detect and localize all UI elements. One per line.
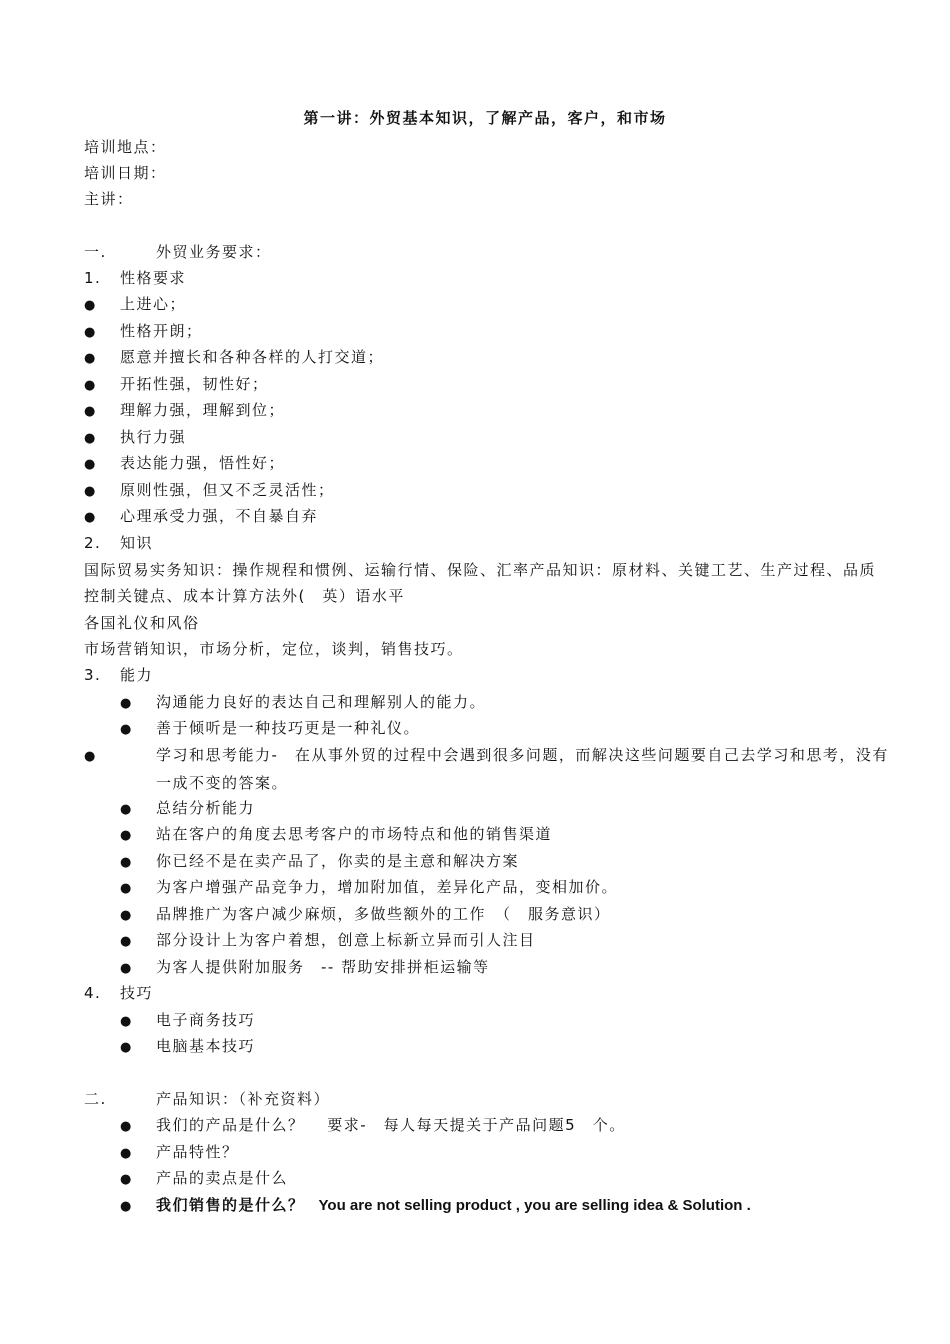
list-item: ● 理解力强，理解到位； (84, 397, 285, 425)
section1-number: 一. (84, 243, 107, 261)
section1-heading (84, 239, 272, 265)
bullet-icon: ● (120, 1014, 133, 1029)
bullet-icon: ● (120, 934, 133, 949)
list-item: ● 产品特性？ (120, 1139, 239, 1167)
list-item: ● 开拓性强，韧性好； (84, 371, 269, 399)
list-item: ● 电脑基本技巧 (120, 1033, 255, 1061)
etiquette-paragraph: 各国礼仪和风俗 (84, 614, 200, 632)
lecturer: 主讲： (84, 190, 134, 208)
bullet-icon: ● (84, 351, 97, 366)
knowledge-paragraph: 国际贸易实务知识：操作规程和惯例、运输行情、保险、汇率产品知识：原材料、关键工艺、生产过程、品质控制关键点、成本计算方法外( 英）语水平 (84, 561, 877, 605)
section1-label: 外贸业务要求： (156, 243, 272, 261)
list-item: ● 电子商务技巧 (120, 1007, 255, 1035)
list-item: ● 愿意并擅长和各种各样的人打交道； (84, 344, 384, 372)
bullet-icon: ● (120, 855, 133, 870)
bullet-icon: ● (84, 510, 97, 525)
section2-heading (84, 1086, 330, 1112)
section2-number: 二. (84, 1090, 107, 1108)
bullet-icon: ● (84, 457, 97, 472)
selling-question: 我们销售的是什么？ (156, 1196, 305, 1214)
list-item: ● 性格开朗； (84, 318, 203, 346)
bullet-icon: ● (84, 484, 97, 499)
sub3-label: 能力 (120, 666, 154, 684)
bullet-icon: ● (120, 802, 133, 817)
list-item: ● 产品的卖点是什么 (120, 1165, 288, 1193)
list-item: ● 我们的产品是什么？ 要求- 每人每天提关于产品问题5 个。 (120, 1112, 626, 1140)
list-item: ● 为客人提供附加服务 -- 帮助安排拼柜运输等 (120, 954, 490, 982)
bullet-icon: ● (120, 1199, 133, 1214)
selling-answer: You are not selling product , you are selling idea & Solution . (318, 1197, 751, 1214)
bullet-icon: ● (84, 749, 97, 764)
bullet-icon: ● (84, 298, 97, 313)
sub2-heading (84, 530, 153, 556)
bullet-icon: ● (120, 881, 133, 896)
section2-label: 产品知识：（补充资料） (156, 1090, 331, 1108)
bullet-icon: ● (120, 1146, 133, 1161)
training-location: 培训地点： (84, 138, 167, 156)
sub1-number: 1. (84, 269, 102, 287)
list-item: ● 品牌推广为客户减少麻烦，多做些额外的工作 （ 服务意识） (120, 901, 611, 929)
list-item: ● 部分设计上为客户着想，创意上标新立异而引人注目 (120, 927, 536, 955)
bullet-icon: ● (120, 1040, 133, 1055)
sub3-heading (84, 662, 153, 688)
training-date: 培训日期： (84, 164, 167, 182)
bullet-icon: ● (120, 1172, 133, 1187)
sub2-number: 2. (84, 534, 102, 552)
list-item: ● 站在客户的角度去思考客户的市场特点和他的销售渠道 (120, 821, 552, 849)
list-item (120, 1192, 751, 1220)
list-item: ● 学习和思考能力- 在从事外贸的过程中会遇到很多问题，而解决这些问题要自己去学习和思考，没有一成不变的答案。 (84, 746, 889, 792)
list-item: ● 原则性强，但又不乏灵活性； (84, 477, 335, 505)
sub2-label: 知识 (120, 534, 154, 552)
sub4-heading (84, 980, 153, 1006)
bullet-icon: ● (84, 378, 97, 393)
list-item: ● 你已经不是在卖产品了，你卖的是主意和解决方案 (120, 848, 519, 876)
sub4-label: 技巧 (120, 984, 154, 1002)
bullet-icon: ● (120, 722, 133, 737)
sub1-heading (84, 265, 186, 291)
list-item: ● 为客户增强产品竞争力，增加附加值，差异化产品，变相加价。 (120, 874, 618, 902)
bullet-icon: ● (120, 696, 133, 711)
list-item: ● 善于倾听是一种技巧更是一种礼仪。 (120, 715, 420, 743)
list-item: ● 心理承受力强，不自暴自弃 (84, 503, 318, 531)
sub1-label: 性格要求 (120, 269, 187, 287)
bullet-icon: ● (120, 908, 133, 923)
list-item: ● 沟通能力良好的表达自己和理解别人的能力。 (120, 689, 486, 717)
list-item: ● 总结分析能力 (120, 795, 255, 823)
sub4-number: 4. (84, 984, 102, 1002)
list-item: ● 表达能力强，悟性好； (84, 450, 285, 478)
bullet-icon: ● (120, 961, 133, 976)
document-title: 第一讲：外贸基本知识，了解产品，客户，和市场 (303, 109, 667, 127)
bullet-icon: ● (84, 404, 97, 419)
list-item: ● 上进心； (84, 291, 186, 319)
bullet-icon: ● (120, 828, 133, 843)
marketing-paragraph: 市场营销知识，市场分析，定位，谈判，销售技巧。 (84, 640, 464, 658)
sub3-number: 3. (84, 666, 102, 684)
bullet-icon: ● (84, 325, 97, 340)
bullet-icon: ● (120, 1119, 133, 1134)
list-item: ● 执行力强 (84, 424, 186, 452)
bullet-icon: ● (84, 431, 97, 446)
